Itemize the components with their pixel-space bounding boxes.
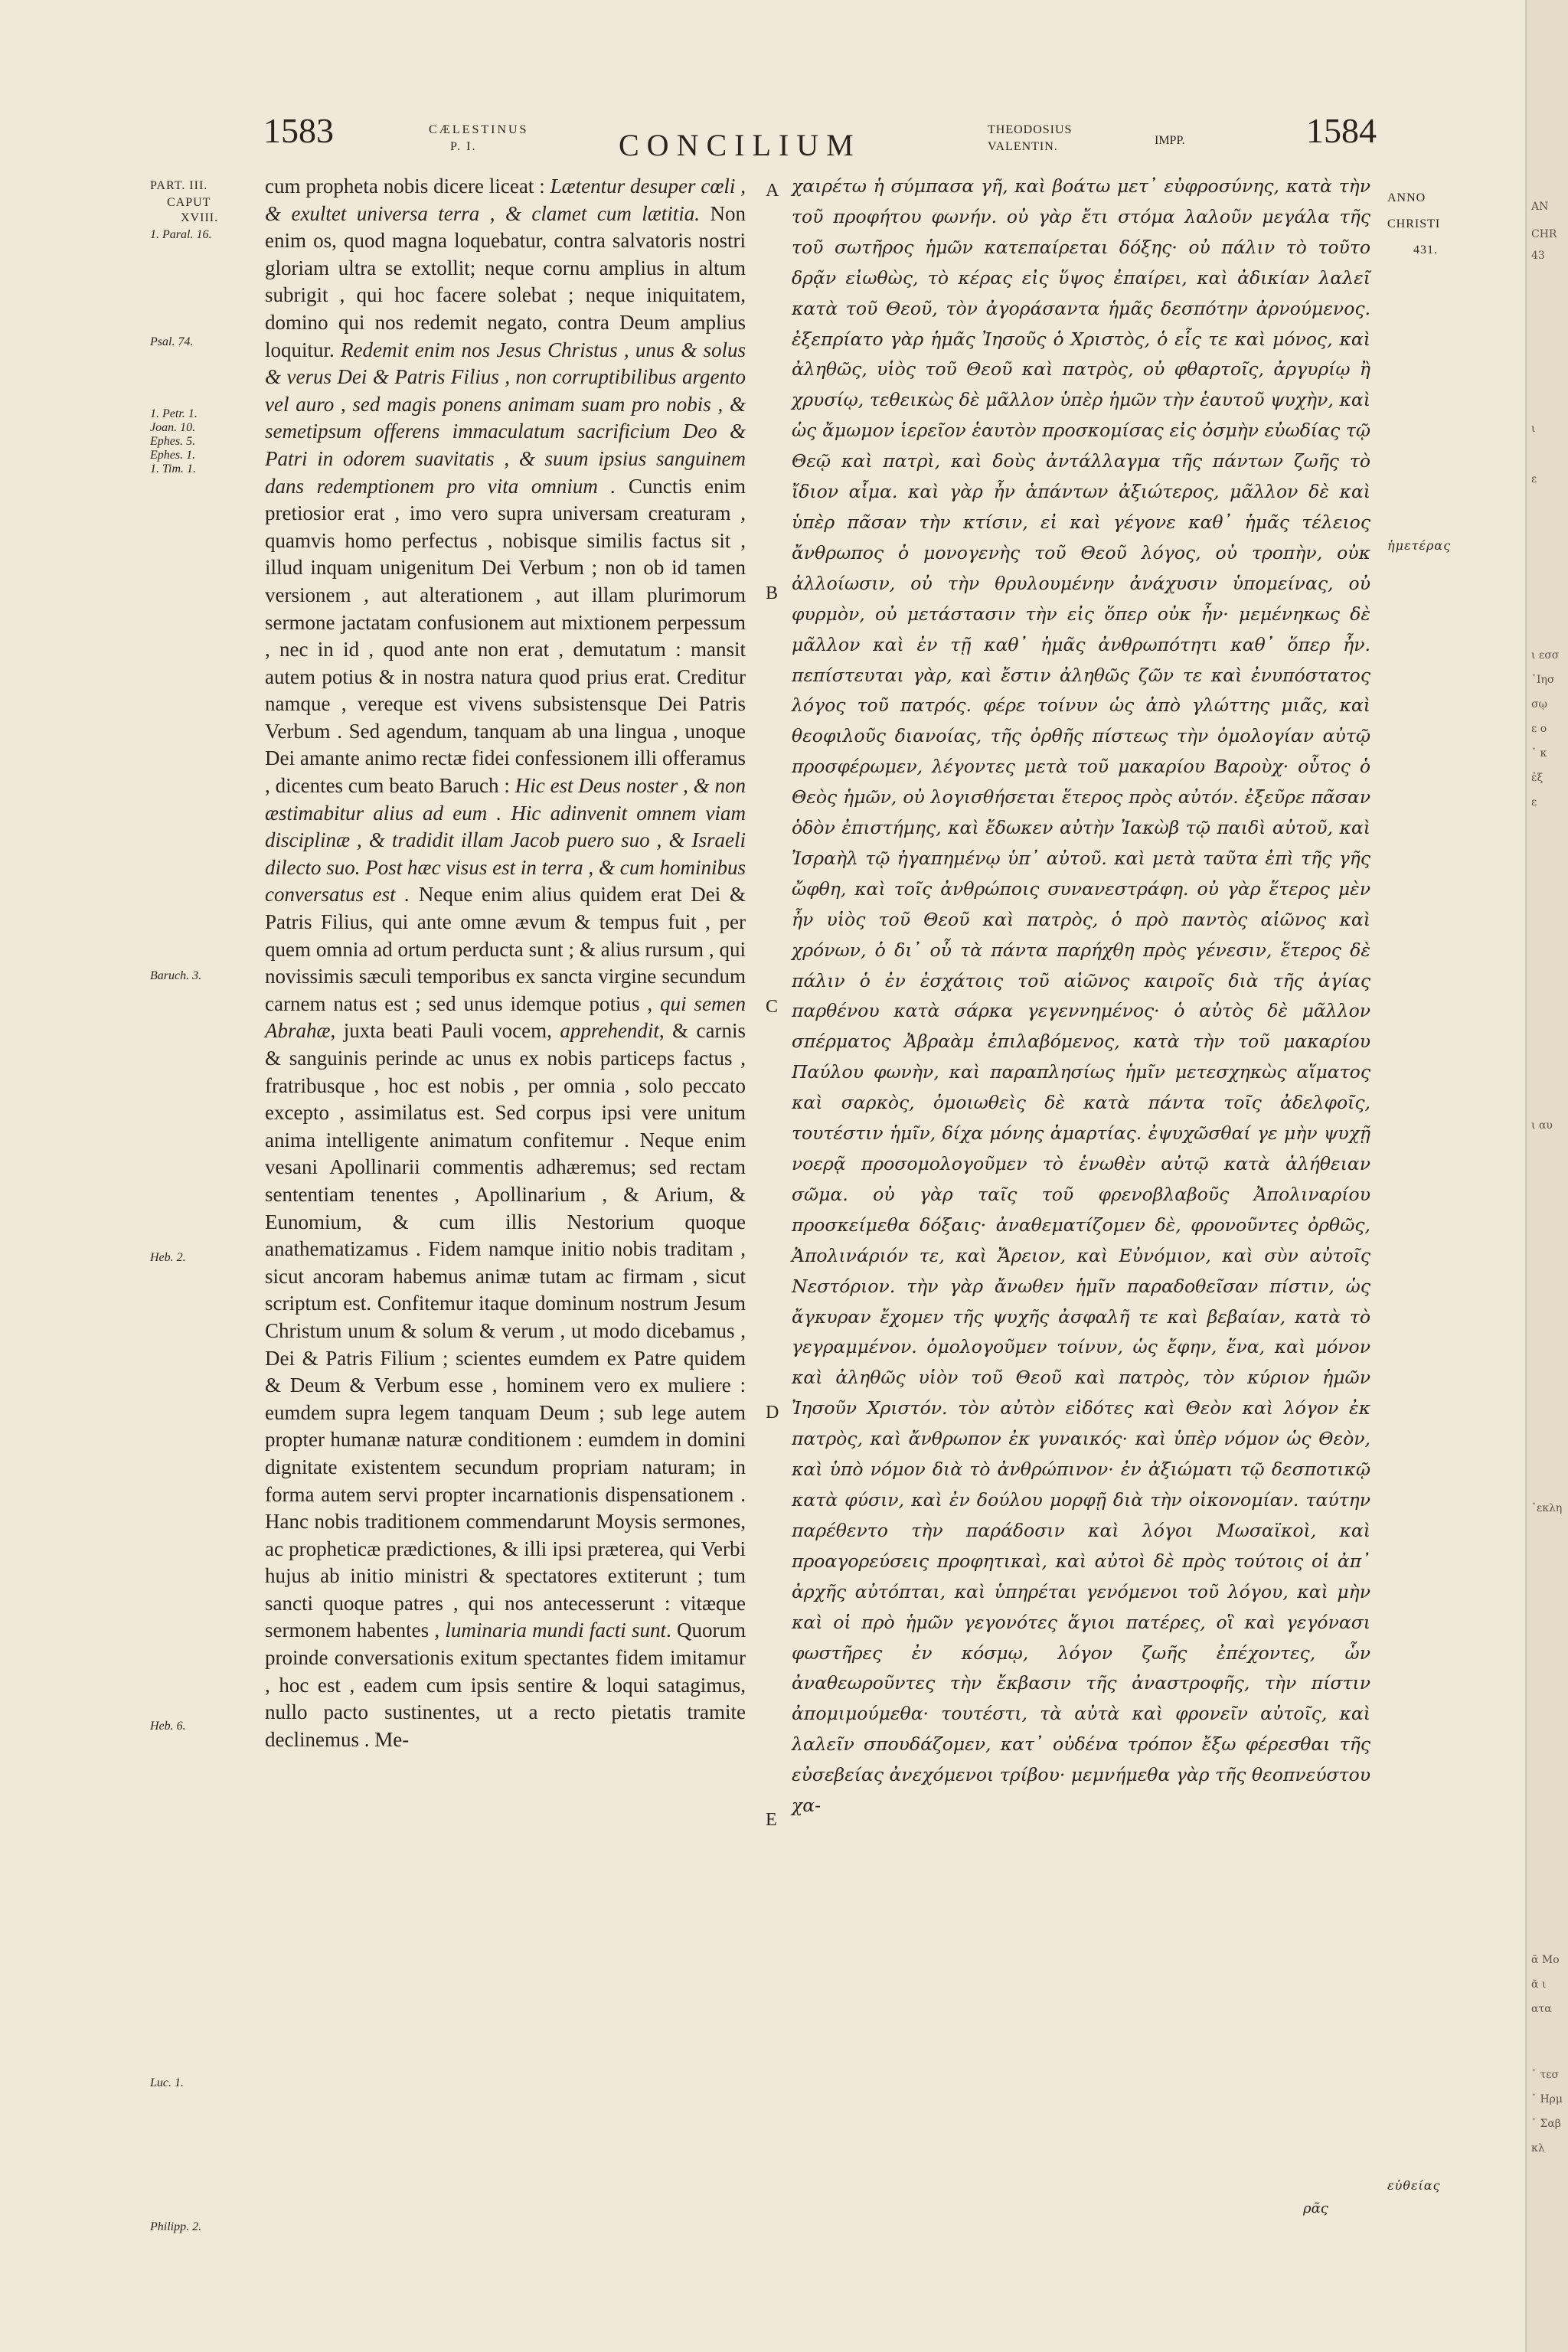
margin-note: CAPUT xyxy=(167,196,211,209)
latin-quote: Redemit enim nos Jesus Christus , unus & solus & verus Dei & Patris Filius , non corruptibilibus argento vel auro , sed magis ponens animam suam pro nobis , & semetipsum offerens immaculatum sacrificium Deo & Patri in odorem suavitatis , & suum ipsius sanguinem dans redemptionem pro vita omnium . xyxy=(265,338,746,498)
latin-text: , & carnis & sanguinis perinde ac unus ex nobis particeps factus , fratribusque , hoc est nobis , per omnia , solo peccato excepto , assimilatus est. Sed corpus ipsi vere unitum anima intelligente animatum confitemur . Neque enim vesani Apollinarii commentis adhæremus; sed rectam sententiam tenentes , Apollinarium , & Arium, & Eunomium, & cum illis Nestorium quoque anathematizamus . Fidem namque initio nobis traditam , sicut ancoram habemus animæ tutam ac firmam , sicut scriptum est. Confitemur itaque dominum nostrum Jesum Christum unum & solum & verum , ut modo dicebamus , Dei & Patris Filium ; scientes eumdem ex Patre quidem & Deum & Verbum esse , hominem vero ex muliere : eumdem supra legem tanquam Deum ; sub lege autem propter humanæ naturæ conditionem : eumdem in domini dignitate existentem secundum propriam naturam; in forma autem servi propter incarnationis dispensationem . Hanc nobis traditionem commendarunt Moysis sermones, ac propheticæ prædictiones, & illi ipsi præterea, qui Verbi hujus ab initio ministri & spectatores extiterunt ; tum sancti quoque patres , qui nos antecesserunt : vitæque sermonem habentes , xyxy=(265,1019,746,1642)
running-head-title: CONCILIUM xyxy=(619,128,861,162)
margin-note: Heb. 6. xyxy=(150,1720,186,1733)
margin-note: Ephes. 5. xyxy=(150,435,196,448)
latin-quote: apprehendit xyxy=(560,1019,659,1043)
latin-text: Non enim os, quod magna loquebatur, contra salvatoris nostri gloriam ultra se extollit; neque cornu amplius in altum subrigit , qui hoc facere solebat ; neque iniquitatem, domino qui nos redemit negato, contra Deum amplius loquitur. xyxy=(265,201,746,361)
margin-note: Philipp. 2. xyxy=(150,2220,202,2233)
margin-note: ANNO xyxy=(1387,191,1426,204)
facing-page-edge: ΑΝ CHR 43 ι ε ι εσσ ᾽Ιησ σῳ ε ο ᾽ κ ἐξ ε ι αυ ᾽εκλη ᾶ Mo ᾶ ι ατα ᾽ τεσ ᾽ Ηρμ ᾽ Σαβ κλ xyxy=(1525,0,1568,2352)
section-mark-b: B xyxy=(766,583,779,603)
running-head-pope-number: P. I. xyxy=(450,140,477,153)
margin-note: 1. Tim. 1. xyxy=(150,462,197,475)
margin-note: ἡμετέρας xyxy=(1387,538,1452,553)
margin-note: PART. III. xyxy=(150,179,208,192)
page-number-left: 1583 xyxy=(263,111,334,150)
greek-text: χαιρέτω ἡ σύμπασα γῆ, καὶ βοάτω μετ᾽ εὐφροσύνης, κατὰ τὴν τοῦ προφήτου φωνήν. οὐ γὰρ ἔτι στόμα λαλοῦν μεγάλα τῆς τοῦ σωτῆρος ἡμῶν κατεπαίρεται δόξης· οὐ πάλιν τὸ τοῦτο δρᾷν εἰωθὼς, τὸ κέρας εἰς ὕψος ἐπαίρει, καὶ ἀδικίαν λαλεῖ κατὰ τοῦ Θεοῦ, τὸν ἀγοράσαντα ἡμᾶς δεσπότην ἀρνούμενος. ἐξεπρίατο γὰρ ἡμᾶς Ἰησοῦς ὁ Χριστὸς, ὁ εἷς τε καὶ μόνος, καὶ ἀληθῶς, υἱὸς τοῦ Θεοῦ καὶ πατρὸς, οὐ φθαρτοῖς, ἀργυρίῳ ἢ χρυσίῳ, τεθεικὼς δὲ μᾶλλον ὑπὲρ ἡμῶν τὴν ἑαυτοῦ ψυχὴν, καὶ ὡς ἄμωμον ἱερεῖον ἑαυτὸν προσκομίσας εἰς ὀσμὴν εὐωδίας τῷ Θεῷ καὶ πατρὶ, καὶ δοὺς ἀντάλλαγμα τῆς πάντων ζωῆς τὸ ἴδιον αἷμα. καὶ γὰρ ἦν ἁπάντων ἀξιώτερος, μᾶλλον δὲ καὶ ὑπὲρ πᾶσαν τὴν κτίσιν, εἰ καὶ γέγονε καθ᾽ ἡμᾶς τέλειος ἄνθρωπος ὁ μονογενὴς τοῦ Θεοῦ λόγος, οὐ τροπὴν, οὐκ ἀλλοίωσιν, οὐ τὴν θρυλουμένην ἀνάχυσιν ὑπομείνας, οὐ φυρμὸν, οὐ μετάστασιν τὴν εἰς ὅπερ οὐκ ἦν· μεμένηκως δὲ μᾶλλον καὶ ἐν τῇ καθ᾽ ἡμᾶς ἀνθρωπότητι καθ᾽ ὅπερ ἦν. πεπίστευται γὰρ, καὶ ἔστιν ἀληθῶς ζῶν τε καὶ ἐνυπόστατος λόγος τοῦ πατρός. φέρε τοίνυν ὡς ἀπὸ γλώττης μιᾶς, καὶ θεοφιλοῦς διανοίας, τῆς ὀρθῆς πίστεως τὴν ὁμολογίαν αὐτῷ προσφέρωμεν, λέγοντες μετὰ τοῦ μακαρίου Βαροὺχ· οὗτος ὁ Θεὸς ἡμῶν, οὐ λογισθήσεται ἕτερος πρὸς αὐτόν. ἐξεῦρε πᾶσαν ὁδὸν ἐπιστήμης, καὶ ἔδωκεν αὐτὴν Ἰακὼβ τῷ παιδὶ αὐτοῦ, καὶ Ἰσραὴλ τῷ ἠγαπημένῳ ὑπ᾽ αὐτοῦ. καὶ μετὰ ταῦτα ἐπὶ τῆς γῆς ὤφθη, καὶ τοῖς ἀνθρώποις συνανεστράφη. οὐ γὰρ ἕτερος μὲν ἦν υἱὸς τοῦ Θεοῦ καὶ πατρὸς, ὁ πρὸ παντὸς αἰῶνος καὶ χρόνων, ὁ δι᾽ οὗ τὰ πάντα παρήχθη πρὸς γένεσιν, ἕτερος δὲ πάλιν ὁ ἐν ἐσχάτοις τοῦ αἰῶνος καιροῖς διὰ τῆς ἁγίας παρθένου κατὰ σάρκα γεγεννημένος· ὁ αὐτὸς δὲ μᾶλλον σπέρματος Ἀβραὰμ ἐπιλαβόμενος, κατὰ τὴν τοῦ μακαρίου Παύλου φωνὴν, καὶ παραπλησίως ἡμῖν μετεσχηκὼς αἵματος καὶ σαρκὸς, ὁμοιωθεὶς δὲ κατὰ πάντα τοῖς ἀδελφοῖς, τουτέστιν ἡμῖν, δίχα μόνης ἁμαρτίας. ἐψυχῶσθαί γε μὴν ψυχῇ νοερᾷ προσομολογοῦμεν τὸ ἑνωθὲν αὐτῷ κατὰ ἀλήθειαν σῶμα. οὐ γὰρ ταῖς τοῦ φρενοβλαβοῦς Ἀπολιναρίου προσκείμεθα δόξαις· ἀναθεματίζομεν δὲ, φρονοῦντες ὀρθῶς, Ἀπολινάριόν τε, καὶ Ἄρειον, καὶ Εὐνόμιον, καὶ σὺν αὐτοῖς Νεστόριον. τὴν γὰρ ἄνωθεν ἡμῖν παραδοθεῖσαν πίστιν, ὡς ἄγκυραν ἔχομεν τῆς ψυχῆς ἀσφαλῆ τε καὶ βεβαίαν, κατὰ τὸ γεγραμμένον. ὁμολογοῦμεν τοίνυν, ὡς ἔφην, ἕνα, καὶ μόνον καὶ ἀληθῶς υἱὸν τοῦ Θεοῦ καὶ πατρὸς, τὸν κύριον ἡμῶν Ἰησοῦν Χριστόν. τὸν αὐτὸν εἰδότες καὶ Θεὸν καὶ λόγον ἐκ πατρὸς, καὶ ἄνθρωπον ἐκ γυναικός· καὶ ὑπὲρ νόμον ὡς Θεὸν, καὶ ὑπὸ νόμον διὰ τὸ ἀνθρώπινον· ἐν ἀξιώματι τῷ δεσποτικῷ κατὰ φύσιν, καὶ ἐν δούλου μορφῇ διὰ τὴν οἰκονομίαν. ταύτην παρέθεντο τὴν παράδοσιν καὶ λόγοι Μωσαϊκοὶ, καὶ προαγορεύσεις προφητικαὶ, καὶ αὐτοὶ δὲ πρὸς τούτοις οἱ ἀπ᾽ ἀρχῆς αὐτόπται, καὶ ὑπηρέται γενόμενοι τοῦ λόγου, καὶ μὴν καὶ οἱ πρὸ ἡμῶν γεγονότες ἅγιοι πατέρες, οἳ καὶ γεγόνασι φωστῆρες ἐν κόσμῳ, λόγον ζωῆς ἐπέχοντες, ὧν ἀναθεωροῦντες τὴν ἔκβασιν τῆς ἀναστροφῆς, τὴν πίστιν ἀπομιμούμεθα· τουτέστι, τὰ αὐτὰ καὶ φρονεῖν αὐτοῖς, καὶ λαλεῖν σπουδάζομεν, κατ᾽ οὐδένα τρόπον ἔξω φέρεσθαι τῆς εὐσεβείας ἀνεχόμενοι τρίβου· μεμνήμεθα γὰρ τῆς θεοπνεύστου χα- xyxy=(792,175,1370,1817)
margin-note: 1. Paral. 16. xyxy=(150,228,212,241)
margin-note: Ephes. 1. xyxy=(150,449,196,462)
latin-text: Neque enim alius quidem erat Dei & Patris Filius, qui ante omne ævum & tempus fuit , per quem omnia ad ortum perducta sunt ; & alius rursum , qui novissimis sæculi temporibus ex sancta virgine secundum carnem natus est ; sed unus idemque potius , xyxy=(265,883,746,1015)
greek-column xyxy=(792,172,1370,1821)
latin-text: cum propheta nobis dicere liceat : xyxy=(265,175,545,198)
left-margin-notes xyxy=(150,176,257,2233)
margin-note: εὐθείας xyxy=(1387,2178,1441,2193)
margin-note: Baruch. 3. xyxy=(150,969,202,982)
running-head-impp: IMPP. xyxy=(1155,134,1185,147)
margin-note: 431. xyxy=(1413,243,1438,256)
running-head-emperor-1: THEODOSIUS xyxy=(988,123,1073,136)
latin-column xyxy=(265,173,746,1753)
running-head-emperor-2: VALENTIN. xyxy=(988,140,1058,153)
margin-note: Luc. 1. xyxy=(150,2076,184,2089)
section-mark-e: E xyxy=(766,1810,777,1830)
section-mark-a: A xyxy=(766,181,779,201)
latin-text: Cunctis enim pretiosior erat , imo vero supra universam creaturam , quamvis homo perfectus , nobisque similis factus sit , illud inquam unigenitum Dei Verbum ; non ob id tamen versionem , aut alterationem , aut illam plurimorum sermone jactatam confusionem aut mixtionem perpessum , nec in id , quod ante non erat , demutatum : mansit autem potius & in nostra natura quod prius erat. Creditur namque , vereque est vivens subsistensque Dei Patris Verbum . Sed agendum, tanquam ab una lingua , unoque Dei amante animo rectæ fidei confessionem illi offeramus , dicentes cum beato Baruch : xyxy=(265,474,746,798)
section-mark-d: D xyxy=(766,1403,779,1423)
latin-quote: luminaria mundi facti sunt xyxy=(445,1619,667,1642)
section-mark-c: C xyxy=(766,997,779,1017)
margin-note: 1. Petr. 1. xyxy=(150,407,198,420)
margin-note: CHRISTI xyxy=(1387,217,1441,230)
latin-text: . Quorum proinde conversationis exitum spectantes fidem imitamur , hoc est , eadem cum ipsis sentire & loqui satagimus, nullo pacto sustinentes, ut a recto pietatis tramite declinemus . Me- xyxy=(265,1619,746,1751)
latin-text: , juxta beati Pauli vocem, xyxy=(330,1019,552,1043)
catchword: ρᾶς xyxy=(1303,2200,1328,2216)
margin-note: Heb. 2. xyxy=(150,1251,186,1264)
running-head-pope: CÆLESTINUS xyxy=(429,123,529,136)
latin-quote: qui semen Abrahæ xyxy=(265,991,746,1043)
page-number-right: 1584 xyxy=(1306,111,1377,150)
latin-quote: Hic est Deus noster , & non æstimabitur alius ad eum . Hic adinvenit omnem viam disciplinæ , & tradidit illam Jacob puero suo , & Israeli dilecto suo. Post hæc visus est in terra , & cum hominibus conversatus est . xyxy=(265,774,746,906)
margin-note: XVIII. xyxy=(181,211,219,224)
margin-note: Psal. 74. xyxy=(150,335,194,348)
latin-quote: Lætentur desuper cœli , & exultet universa terra , & clamet cum lætitia. xyxy=(265,175,746,225)
margin-note: Joan. 10. xyxy=(150,421,196,434)
